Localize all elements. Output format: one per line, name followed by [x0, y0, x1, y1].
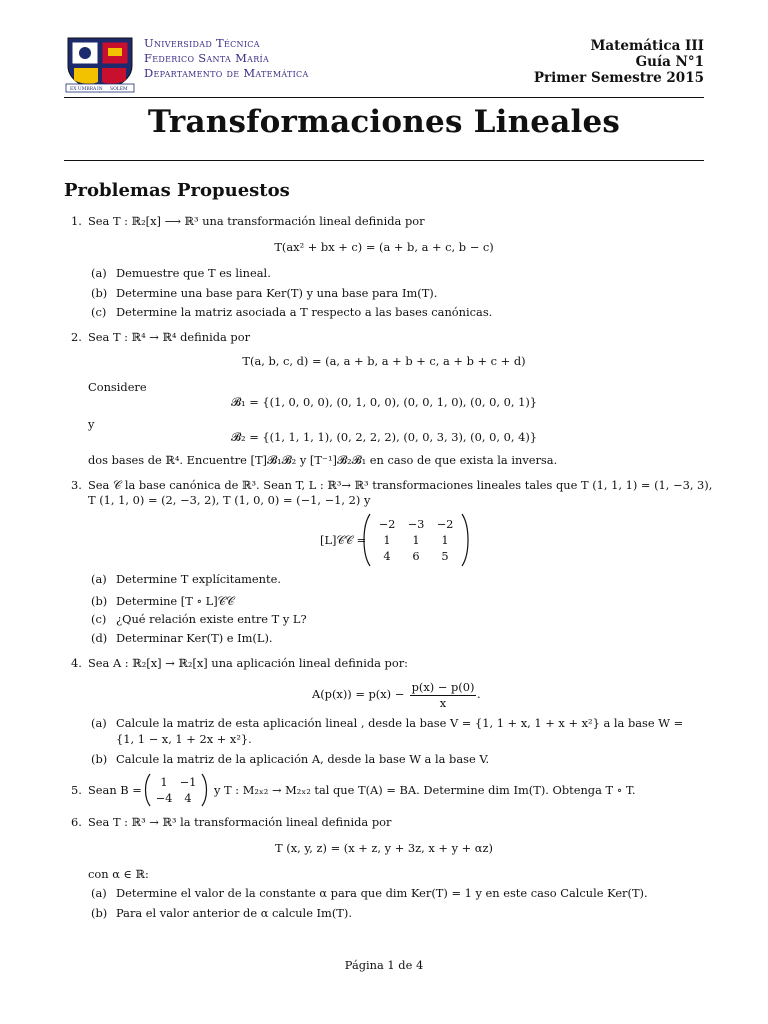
problem-text: Sea T : ℝ⁴ → ℝ⁴ definida por [88, 330, 251, 344]
matrix-cell: −2 [378, 517, 396, 531]
item-label: (a) [91, 886, 107, 900]
matrix-label: [L]𝒞𝒞 = [320, 533, 367, 547]
item-label: (c) [91, 305, 107, 319]
matrix-cell: −3 [407, 517, 425, 531]
problem-text: y T : M₂ₓ₂ → M₂ₓ₂ tal que T(A) = BA. Determine dim Im(T). Obtenga T ∘ T. [214, 783, 636, 797]
matrix-cell: −1 [179, 775, 197, 789]
equation-end: . [477, 687, 481, 701]
item-label: (a) [91, 572, 107, 586]
problem-text: dos bases de ℝ⁴. Encuentre [T]𝓑₁𝓑₂ y [T⁻¹]𝓑₂𝓑₁ en caso de que exista la inversa. [88, 453, 558, 467]
equation: T(a, b, c, d) = (a, a + b, a + b + c, a + b + c + d) [242, 354, 526, 368]
matrix-cell: 1 [160, 775, 168, 789]
problem-text: Sean B = [88, 783, 142, 797]
item-label: (d) [91, 631, 108, 645]
university-crest-logo [64, 36, 136, 94]
item-text: Determine una base para Ker(T) y una base para Im(T). [116, 286, 438, 300]
problem-number: 2. [71, 330, 82, 344]
item-text: {1, 1 − x, 1 + 2x + x²}. [116, 732, 252, 746]
matrix-L [362, 512, 470, 568]
svg-text:EX UMBRA: EX UMBRA [70, 87, 97, 92]
problem-text: con α ∈ ℝ: [88, 867, 149, 881]
document-header [64, 36, 704, 98]
matrix-cell: −4 [155, 791, 173, 805]
item-text: Calcule la matriz de esta aplicación lineal , desde la base V = {1, 1 + x, 1 + x + x²} a la base W = [116, 716, 684, 730]
equation: T (x, y, z) = (x + z, y + 3z, x + y + αz) [275, 841, 493, 855]
svg-text:SOLEM: SOLEM [110, 87, 128, 92]
item-text: Determine T explícitamente. [116, 572, 281, 586]
fraction-numerator: p(x) − p(0) [411, 680, 475, 694]
problem-text: T (1, 1, 0) = (2, −3, 2), T (1, 0, 0) = (−1, −1, 2) y [88, 493, 371, 507]
item-label: (b) [91, 752, 108, 766]
item-text: Determine la matriz asociada a T respecto a las bases canónicas. [116, 305, 493, 319]
equation: T(ax² + bx + c) = (a + b, a + c, b − c) [274, 240, 494, 254]
header-rule [64, 97, 704, 98]
item-text: Demuestre que T es lineal. [116, 266, 271, 280]
matrix-cell: 1 [441, 533, 449, 547]
page-title: Transformaciones Lineales [147, 104, 621, 140]
institution-line: Federico Santa María [144, 51, 270, 65]
problem-text: Sea A : ℝ₂[x] → ℝ₂[x] una aplicación lineal definida por: [88, 656, 408, 670]
matrix-cell: 1 [383, 533, 391, 547]
problem-number: 6. [71, 815, 82, 829]
matrix-cell: 1 [412, 533, 420, 547]
course-name: Matemática III [590, 38, 704, 54]
institution-block [144, 36, 309, 81]
matrix-cell: 5 [441, 549, 449, 563]
item-text: Para el valor anterior de α calcule Im(T). [116, 906, 352, 920]
svg-text:IN: IN [97, 87, 103, 92]
item-text: Determinar Ker(T) e Im(L). [116, 631, 273, 645]
item-text: Calcule la matriz de la aplicación A, desde la base W a la base V. [116, 752, 490, 766]
item-label: (b) [91, 286, 108, 300]
title-rule [64, 160, 704, 161]
item-label: (b) [91, 906, 108, 920]
guide-number: Guía N°1 [635, 54, 704, 70]
basis-b1: 𝓑₁ = {(1, 0, 0, 0), (0, 1, 0, 0), (0, 0, 1, 0), (0, 0, 0, 1)} [230, 395, 538, 409]
semester: Primer Semestre 2015 [533, 70, 704, 86]
problem-text: Sea T : ℝ₂[x] ⟶ ℝ³ una transformación lineal definida por [88, 214, 425, 228]
course-block [534, 38, 704, 86]
section-heading: Problemas Propuestos [64, 180, 290, 201]
institution-line: Departamento de Matemática [144, 66, 309, 80]
problem-number: 3. [71, 478, 82, 492]
problem-text: Sea T : ℝ³ → ℝ³ la transformación lineal definida por [88, 815, 392, 829]
problem-text: Sea 𝒞 la base canónica de ℝ³. Sean T, L : ℝ³→ ℝ³ transformaciones lineales tales que T (1, 1, 1) = (1, −3, 3), [88, 478, 713, 492]
problem-text: y [88, 417, 95, 431]
matrix-cell: 4 [184, 791, 192, 805]
item-label: (c) [91, 612, 107, 626]
fraction [410, 680, 476, 710]
item-label: (b) [91, 594, 108, 608]
problem-number: 5. [71, 783, 82, 797]
matrix-cell: 4 [383, 549, 391, 563]
equation-left: A(p(x)) = p(x) − [312, 687, 405, 701]
problem-number: 4. [71, 656, 82, 670]
item-text: Determine [T ∘ L]𝒞𝒞 [116, 594, 235, 608]
matrix-B [144, 772, 208, 808]
item-label: (a) [91, 716, 107, 730]
problem-number: 1. [71, 214, 82, 228]
item-text: ¿Qué relación existe entre T y L? [116, 612, 307, 626]
page-number: Página 1 de 4 [344, 958, 424, 972]
institution-line: Universidad Técnica [144, 36, 260, 50]
item-label: (a) [91, 266, 107, 280]
fraction-denominator: x [439, 696, 447, 710]
item-text: Determine el valor de la constante α para que dim Ker(T) = 1 y en este caso Calcule Ker(T). [116, 886, 648, 900]
basis-b2: 𝓑₂ = {(1, 1, 1, 1), (0, 2, 2, 2), (0, 0, 3, 3), (0, 0, 0, 4)} [230, 430, 538, 444]
matrix-cell: 6 [412, 549, 420, 563]
problem-text: Considere [88, 380, 147, 394]
matrix-cell: −2 [436, 517, 454, 531]
